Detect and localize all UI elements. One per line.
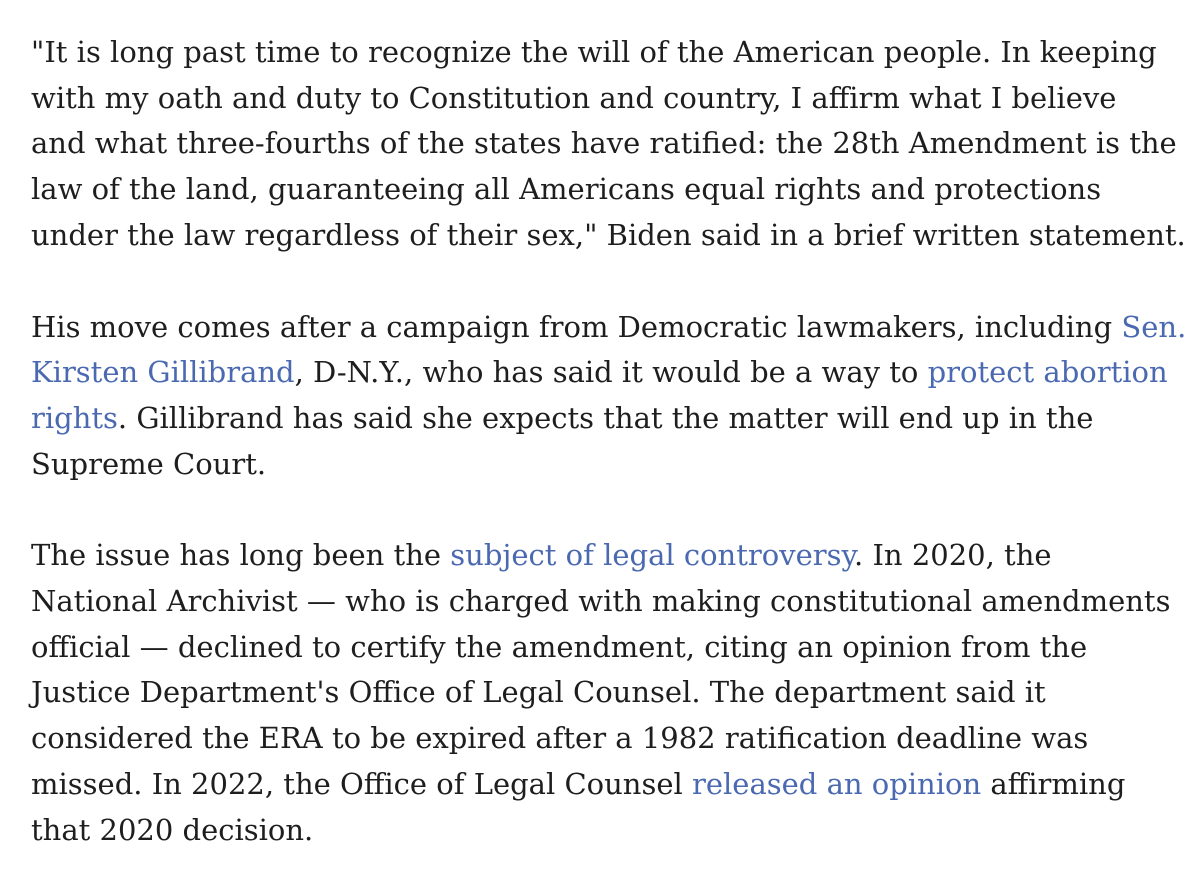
text-line (31, 762, 1200, 808)
text-line (31, 533, 1200, 579)
article-paragraph-controversy (31, 533, 1200, 853)
text-line (31, 396, 1200, 442)
kirsten-gillibrand-link[interactable]: Kirsten Gillibrand (31, 355, 295, 390)
text-segment: . Gillibrand has said she expects that the matter will end up in the (117, 400, 1094, 435)
text-line: Justice Department's Office of Legal Counsel. The department said it (31, 675, 1046, 710)
text-line (31, 305, 1200, 351)
senator-link[interactable]: Sen. (1121, 309, 1187, 344)
text-line: under the law regardless of their sex," Biden said in a brief written statement. (31, 217, 1186, 252)
text-line: with my oath and duty to Constitution and country, I affirm what I believe (31, 80, 1117, 115)
text-segment: . In 2020, the (854, 538, 1052, 573)
text-segment: The issue has long been the (31, 538, 451, 573)
text-segment: missed. In 2022, the Office of Legal Counsel (31, 766, 692, 801)
article-paragraph-quote (31, 30, 1200, 259)
text-line (31, 350, 1200, 396)
protect-abortion-rights-link-continued[interactable]: rights (31, 400, 118, 435)
text-line: "It is long past time to recognize the will of the American people. In keeping (31, 35, 1157, 69)
protect-abortion-rights-link[interactable]: protect abortion (927, 355, 1168, 390)
text-segment: affirming (981, 766, 1126, 801)
text-segment: , D-N.Y., who has said it would be a way to (294, 355, 928, 390)
text-line: Supreme Court. (31, 446, 267, 481)
text-line: that 2020 decision. (31, 812, 314, 847)
text-line: and what three-fourths of the states have ratified: the 28th Amendment is the (31, 126, 1177, 161)
article-paragraph-campaign (31, 305, 1200, 488)
text-line: considered the ERA to be expired after a 1982 ratification deadline was (31, 721, 1089, 756)
released-opinion-link[interactable]: released an opinion (692, 766, 982, 801)
legal-controversy-link[interactable]: subject of legal controversy (450, 538, 855, 573)
text-line: law of the land, guaranteeing all Americans equal rights and protections (31, 172, 1102, 207)
text-line: National Archivist — who is charged with making constitutional amendments (31, 584, 1171, 619)
text-line: official — declined to certify the amendment, citing an opinion from the (31, 629, 1088, 664)
text-segment: His move comes after a campaign from Democratic lawmakers, including (31, 309, 1122, 344)
